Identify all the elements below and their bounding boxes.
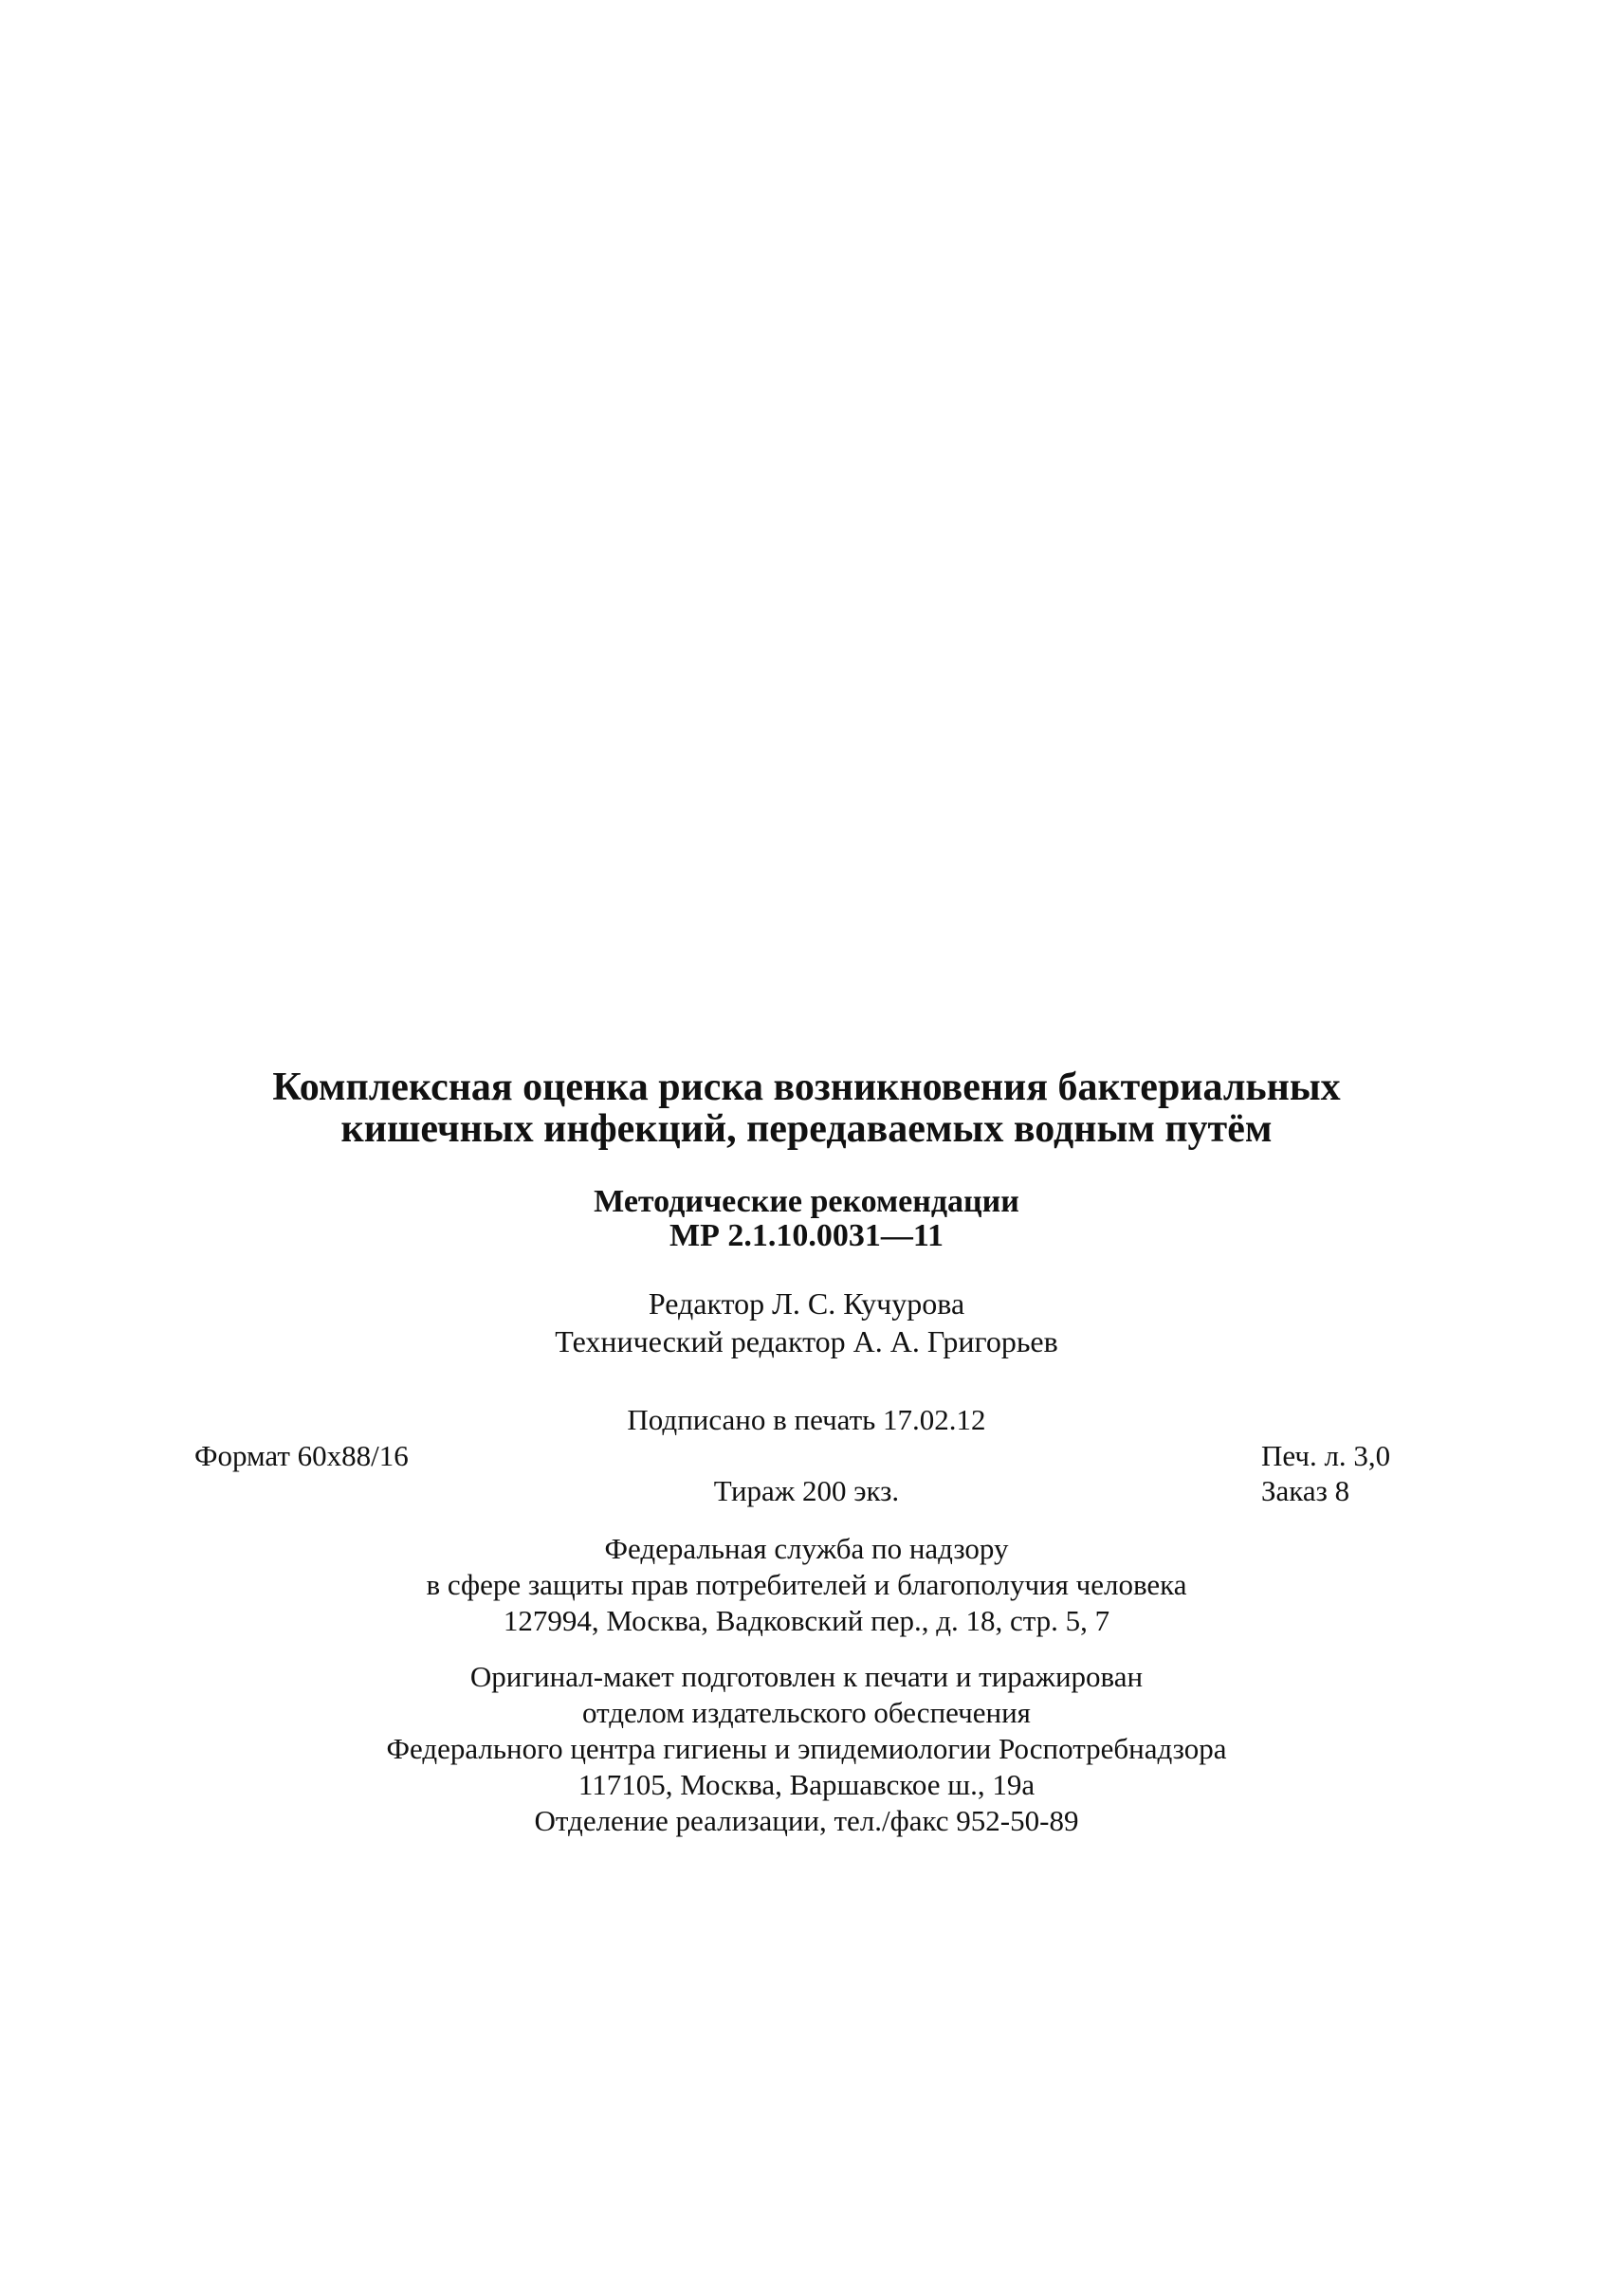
tech-editor-name: Технический редактор А. А. Григорьев [555, 1324, 1058, 1358]
agency-line-2: в сфере защиты прав потребителей и благополучия человека [426, 1568, 1187, 1601]
layout-info-block [0, 1659, 1613, 1839]
editors-block [0, 1285, 1613, 1360]
print-run: Тираж 200 экз. [713, 1474, 900, 1507]
printed-sheets: Печ. л. 3,0 [1261, 1439, 1391, 1472]
layout-address: 117105, Москва, Варшавское ш., 19а [577, 1768, 1036, 1801]
agency-line-1: Федеральная служба по надзору [604, 1532, 1009, 1565]
layout-line-2: отделом издательского обеспечения [582, 1696, 1031, 1729]
agency-block [0, 1531, 1613, 1639]
title-line-1: Комплексная оценка риска возникновения бактериальных [272, 1066, 1341, 1109]
agency-address: 127994, Москва, Вадковский пер., д. 18, стр. 5, 7 [503, 1604, 1110, 1637]
order-number: Заказ 8 [1261, 1474, 1350, 1507]
signed-for-print: Подписано в печать 17.02.12 [627, 1403, 986, 1436]
layout-line-1: Оригинал-макет подготовлен к печати и тиражирован [469, 1660, 1144, 1693]
editor-name: Редактор Л. С. Кучурова [648, 1286, 965, 1321]
title-line-2: кишечных инфекций, передаваемых водным путём [340, 1107, 1273, 1151]
subtitle-line-1: Методические рекомендации [594, 1184, 1019, 1219]
document-subtitle [0, 1185, 1613, 1253]
layout-line-3: Федерального центра гигиены и эпидемиологии Роспотребнадзора [386, 1732, 1227, 1765]
layout-sales-contact: Отделение реализации, тел./факс 952-50-89 [534, 1804, 1079, 1837]
document-title [114, 1066, 1499, 1150]
paper-format: Формат 60x88/16 [194, 1439, 409, 1472]
subtitle-line-2: МР 2.1.10.0031—11 [669, 1218, 944, 1253]
